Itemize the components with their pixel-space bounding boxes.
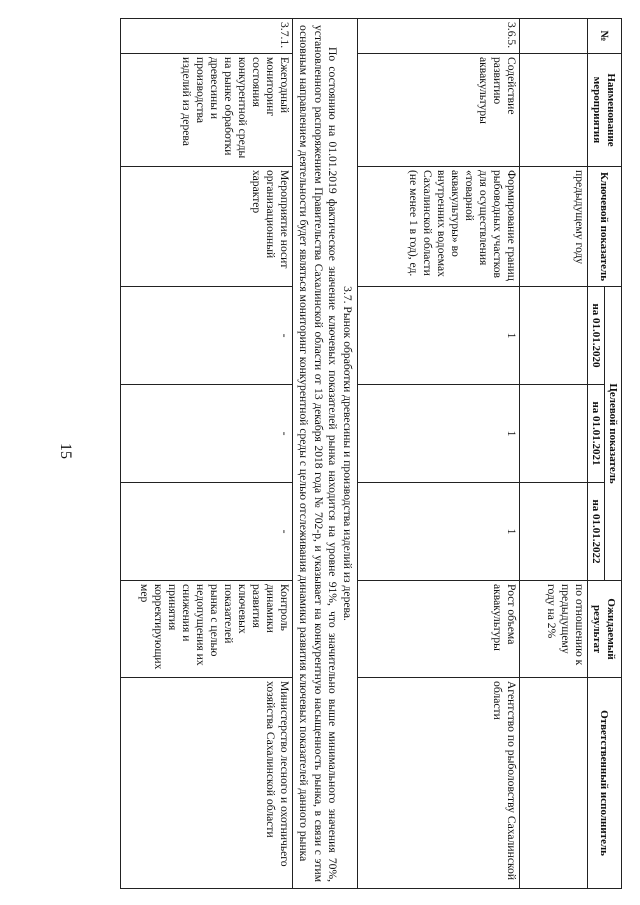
header-num: №	[588, 19, 622, 54]
header-target: Целевой показатель	[605, 287, 622, 581]
cell-2020	[520, 287, 588, 385]
cell-result: Контроль динамики развития ключевых показателей рынка с целью недопущения их снижения и принятия корректирующих мер	[121, 581, 293, 678]
cell-result: Рост объема аквакультуры	[358, 581, 520, 678]
header-2021: на 01.01.2021	[588, 385, 605, 483]
cell-executor: Министерство лесного и охотничьего хозяйства Сахалинской области	[121, 678, 293, 889]
cell-num: 3.7.1.	[121, 19, 293, 54]
table-row	[121, 19, 293, 889]
header-executor: Ответственный исполнитель	[588, 678, 622, 889]
header-2022: на 01.01.2022	[588, 483, 605, 581]
cell-2021	[520, 385, 588, 483]
cell-executor: Агентство по рыболовству Сахалинской области	[358, 678, 520, 889]
cell-num	[520, 19, 588, 54]
section-row	[293, 19, 358, 889]
table-row	[358, 19, 520, 889]
table-row	[520, 19, 588, 889]
cell-indicator: Мероприятие носит организационный характер	[121, 167, 293, 287]
cell-2021: -	[121, 385, 293, 483]
cell-executor	[520, 678, 588, 889]
section-title: 3.7. Рынок обработки древесины и производства изделий из дерева.	[341, 286, 354, 621]
cell-indicator: предыдущему году	[520, 167, 588, 287]
header-result: Ожидаемый результат	[588, 581, 622, 678]
header-event: Наименование мероприятия	[588, 54, 622, 167]
cell-2021: 1	[358, 385, 520, 483]
document-page	[82, 18, 622, 888]
page-number: 15	[57, 443, 74, 459]
section-text: По состоянию на 01.01.2019 фактическое значение ключевых показателей рынка находится на уровне 91%, что значительно выше минимального значения 70%, установленного распоряжением Правительства Сахалинской области от 13 декабря 2018 года № 702-р, и указывает на конкурентную насыщенность рынка, в связи с этим основным направлением деятельности будет являться мониторинг конкурентной среды с целью отслеживания динамики развития ключевых показателей данного рынка	[297, 25, 340, 883]
cell-event: Ежегодный мониторинг состояния конкурентной среды на рынке обработки древесины и производства изделий из дерева	[121, 54, 293, 167]
cell-2022	[520, 483, 588, 581]
cell-2020: -	[121, 287, 293, 385]
cell-event: Содействие развитию аквакультуры	[358, 54, 520, 167]
section-block	[293, 19, 358, 889]
cell-2020: 1	[358, 287, 520, 385]
header-2020: на 01.01.2020	[588, 287, 605, 385]
header-indicator: Ключевой показатель	[588, 167, 622, 287]
rotated-content	[82, 18, 622, 888]
cell-2022: 1	[358, 483, 520, 581]
cell-result: по отношению к предыдущему году на 2%	[520, 581, 588, 678]
measures-table	[120, 18, 622, 889]
header-row	[605, 19, 622, 889]
cell-num: 3.6.5.	[358, 19, 520, 54]
cell-event	[520, 54, 588, 167]
cell-indicator: Формирование границ рыбоводных участков для осуществления «товарной аквакультуры» во внутренних водоемах Сахалинской области (не менее 1 в год), ед.	[358, 167, 520, 287]
cell-2022: -	[121, 483, 293, 581]
